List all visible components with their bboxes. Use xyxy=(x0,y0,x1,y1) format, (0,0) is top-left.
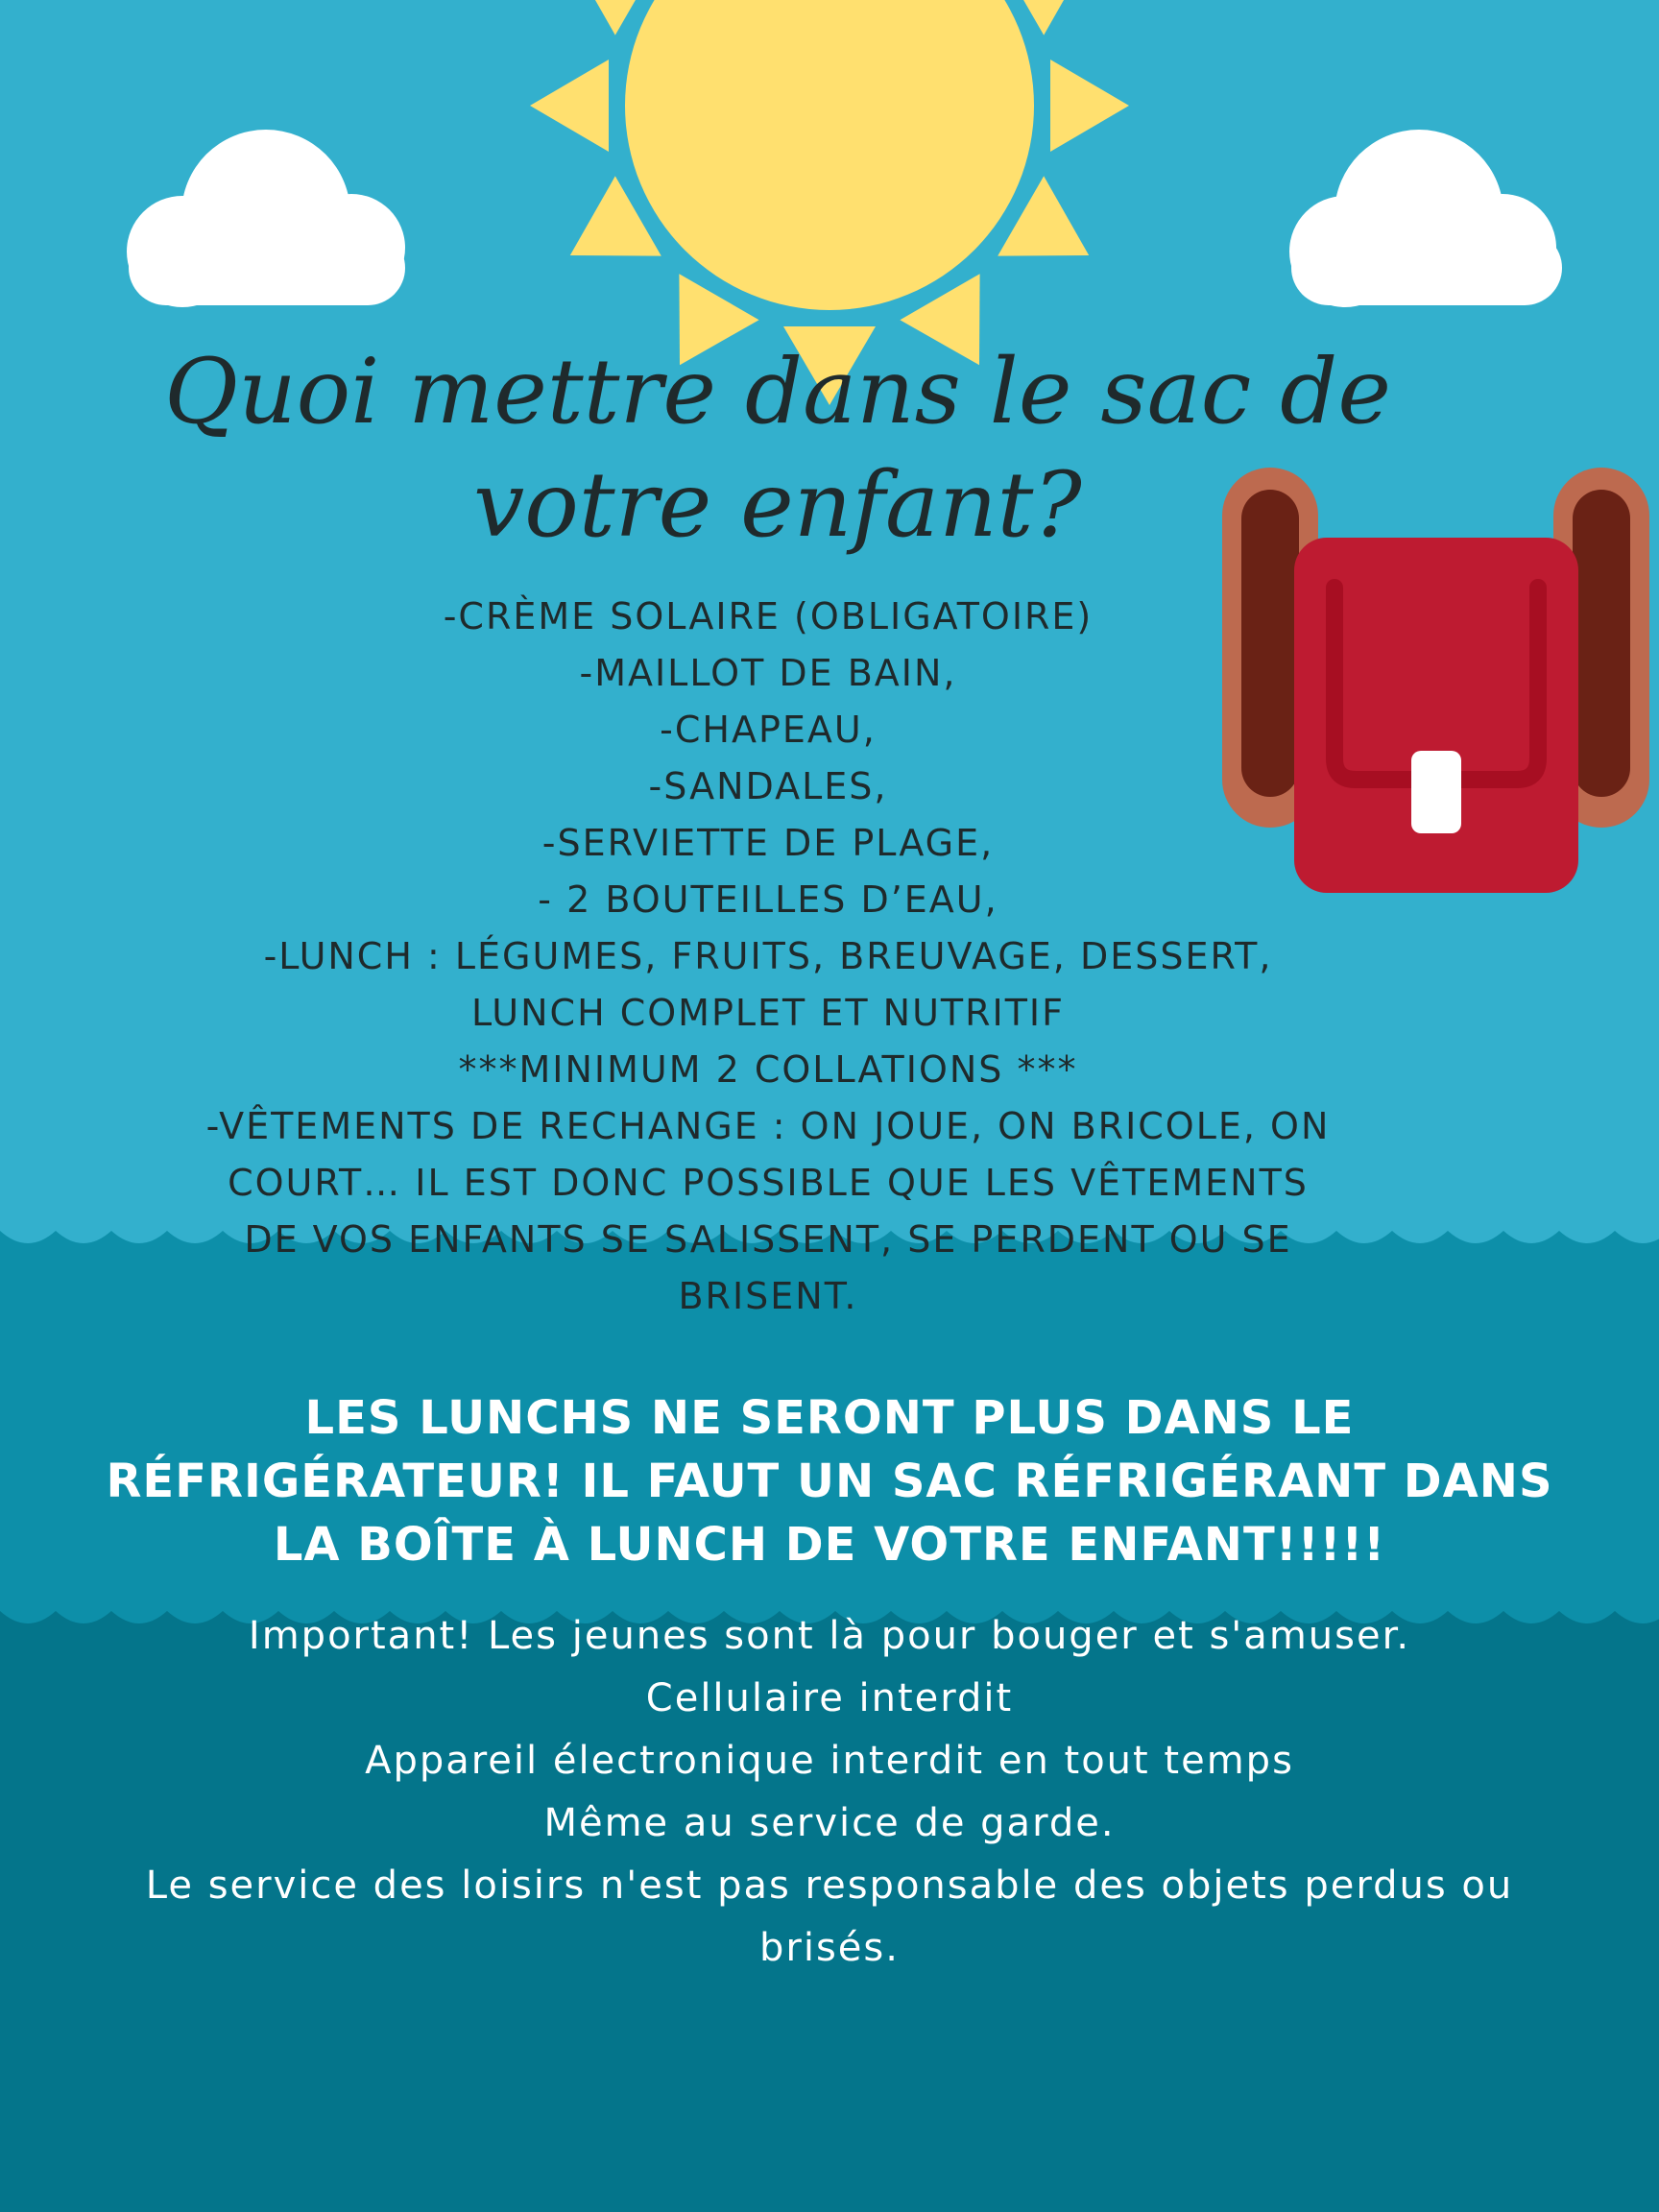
page-title xyxy=(115,336,1440,563)
checklist-item: ***MINIMUM 2 COLLATIONS *** xyxy=(458,1048,1078,1091)
checklist-item: -CRÈME SOLAIRE (OBLIGATOIRE) xyxy=(443,595,1094,637)
important-notes xyxy=(38,1605,1621,1980)
checklist-item: - 2 BOUTEILLES D’EAU, xyxy=(538,878,998,921)
checklist-item: LUNCH COMPLET ET NUTRITIF xyxy=(471,992,1065,1034)
checklist-item: -SANDALES, xyxy=(648,765,888,807)
warning-line: RÉFRIGÉRATEUR! IL FAUT UN SAC RÉFRIGÉRANT DANS xyxy=(106,1455,1553,1508)
note-line: Important! Les jeunes sont là pour bouger et s'amuser. xyxy=(248,1614,1411,1658)
checklist xyxy=(96,589,1440,1325)
checklist-item: -CHAPEAU, xyxy=(660,709,877,751)
checklist-item: BRISENT. xyxy=(678,1275,858,1317)
warning-line: LES LUNCHS NE SERONT PLUS DANS LE xyxy=(304,1391,1355,1445)
lunch-warning xyxy=(38,1386,1621,1576)
checklist-item: -SERVIETTE DE PLAGE, xyxy=(541,822,995,864)
note-line: brisés. xyxy=(759,1926,900,1970)
checklist-item: COURT… IL EST DONC POSSIBLE QUE LES VÊTEMENTS xyxy=(228,1162,1309,1204)
checklist-item: -VÊTEMENTS DE RECHANGE : ON JOUE, ON BRICOLE, ON xyxy=(205,1105,1331,1147)
note-line: Le service des loisirs n'est pas responsable des objets perdus ou xyxy=(145,1863,1514,1908)
title-line: Quoi mettre dans le sac de xyxy=(164,340,1391,445)
checklist-item: -LUNCH : LÉGUMES, FRUITS, BREUVAGE, DESSERT, xyxy=(263,935,1273,977)
note-line: Appareil électronique interdit en tout temps xyxy=(365,1739,1294,1783)
note-line: Même au service de garde. xyxy=(543,1801,1116,1845)
note-line: Cellulaire interdit xyxy=(645,1676,1014,1720)
checklist-item: -MAILLOT DE BAIN, xyxy=(579,652,957,694)
checklist-item: DE VOS ENFANTS SE SALISSENT, SE PERDENT OU SE xyxy=(244,1218,1292,1261)
warning-line: LA BOÎTE À LUNCH DE VOTRE ENFANT!!!!! xyxy=(273,1518,1386,1572)
title-line: votre enfant? xyxy=(473,453,1082,558)
